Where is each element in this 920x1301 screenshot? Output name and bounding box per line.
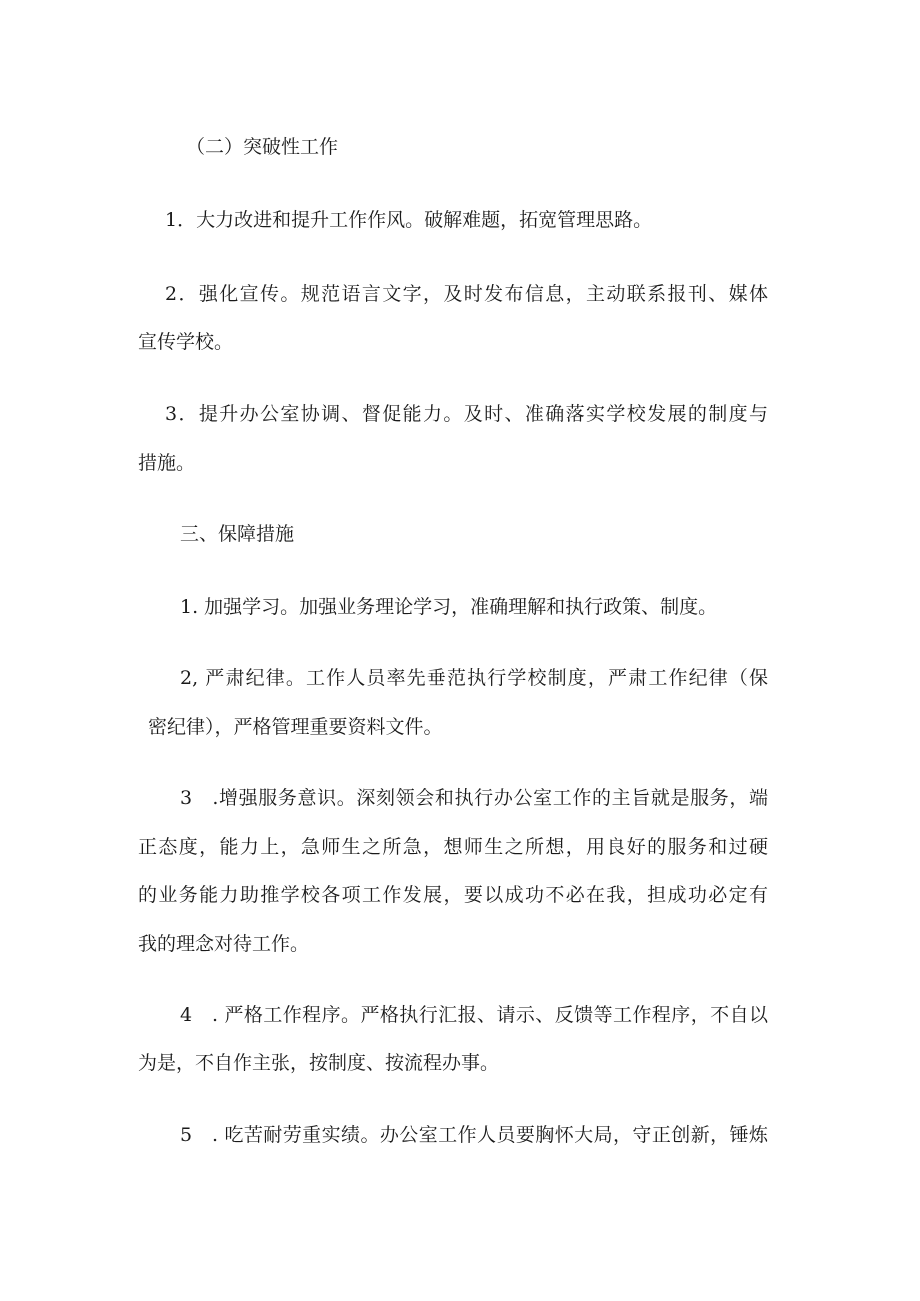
paragraph-line: 1. 加强学习。加强业务理论学习，准确理解和执行政策、制度。 — [180, 596, 718, 618]
paragraph-line: 措施。 — [138, 452, 196, 474]
paragraph-line: 2, 严肃纪律。工作人员率先垂范执行学校制度，严肃工作纪律（保 — [180, 667, 768, 689]
section-heading-measures: 三、保障措施 — [180, 523, 295, 545]
paragraph-line: 4 . 严格工作程序。严格执行汇报、请示、反馈等工作程序，不自以 — [180, 1004, 768, 1026]
paragraph-line: 密纪律），严格管理重要资料文件。 — [148, 716, 443, 738]
paragraph-line: 3．提升办公室协调、督促能力。及时、准确落实学校发展的制度与 — [165, 403, 768, 425]
paragraph-line: 正态度，能力上，急师生之所急，想师生之所想，用良好的服务和过硬 — [138, 836, 768, 858]
paragraph-line: 为是，不自作主张，按制度、按流程办事。 — [138, 1052, 500, 1074]
paragraph-line: 3 .增强服务意识。深刻领会和执行办公室工作的主旨就是服务，端 — [180, 787, 768, 809]
paragraph-line: 1．大力改进和提升工作作风。破解难题，拓宽管理思路。 — [165, 209, 653, 231]
paragraph-line: 宣传学校。 — [138, 331, 234, 353]
paragraph-line: 的业务能力助推学校各项工作发展，要以成功不必在我，担成功必定有 — [138, 884, 768, 906]
section-heading-breakthrough: （二）突破性工作 — [186, 136, 339, 158]
paragraph-line: 5 . 吃苦耐劳重实绩。办公室工作人员要胸怀大局，守正创新，锤炼 — [180, 1124, 768, 1146]
paragraph-line: 2．强化宣传。规范语言文字，及时发布信息，主动联系报刊、媒体 — [165, 283, 768, 305]
paragraph-line: 我的理念对待工作。 — [138, 933, 310, 955]
